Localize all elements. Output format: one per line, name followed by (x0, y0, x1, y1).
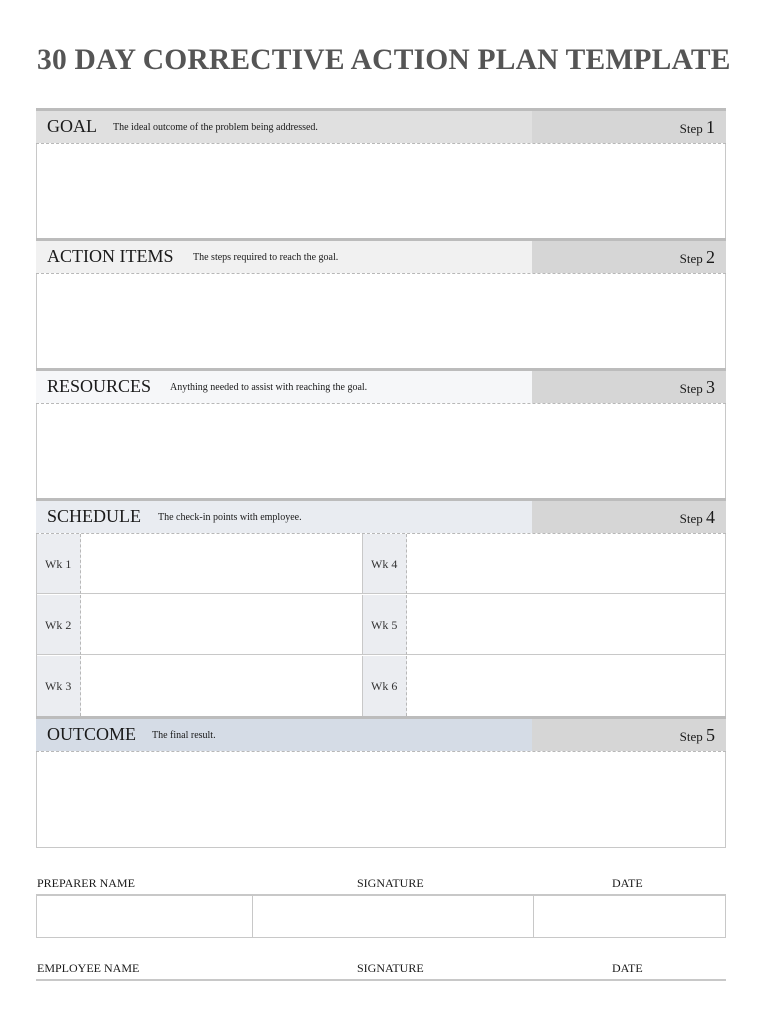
goal-description: The ideal outcome of the problem being addressed. (113, 122, 318, 133)
goal-step-label: Step 1 (679, 117, 715, 137)
outcome-title: OUTCOME (47, 724, 136, 744)
week-4-field[interactable] (407, 534, 725, 594)
outcome-step-box (532, 719, 726, 751)
outcome-description: The final result. (152, 730, 216, 741)
action-items-step-label: Step 2 (679, 247, 715, 267)
goal-text-area[interactable] (36, 144, 726, 238)
goal-title: GOAL (47, 116, 97, 136)
employee-signature-field[interactable] (251, 981, 532, 1009)
preparer-signature-field[interactable] (252, 896, 534, 937)
action-items-step-box (532, 241, 726, 273)
employee-signature-row (36, 979, 726, 1009)
schedule-step-label: Step 4 (679, 507, 715, 527)
goal-section (36, 108, 726, 240)
week-1-field[interactable] (81, 534, 363, 594)
page-title: 30 DAY CORRECTIVE ACTION PLAN TEMPLATE (37, 44, 731, 76)
employee-date-label: DATE (612, 961, 643, 975)
action-items-title: ACTION ITEMS (47, 246, 174, 266)
resources-step-box (532, 371, 726, 403)
action-items-header (36, 238, 726, 274)
preparer-name-field[interactable] (37, 896, 253, 937)
week-4-label: Wk 4 (363, 534, 407, 594)
preparer-date-label: DATE (612, 876, 643, 890)
action-items-description: The steps required to reach the goal. (193, 252, 339, 263)
goal-step-box (532, 111, 726, 143)
schedule-header (36, 498, 726, 534)
week-1-label: Wk 1 (37, 534, 81, 594)
outcome-text-area[interactable] (36, 752, 726, 848)
week-2-field[interactable] (81, 595, 363, 655)
preparer-date-field[interactable] (533, 896, 725, 937)
schedule-title: SCHEDULE (47, 506, 141, 526)
resources-step-label: Step 3 (679, 377, 715, 397)
preparer-name-label: PREPARER NAME (37, 876, 135, 890)
resources-section (36, 368, 726, 500)
action-items-section (36, 238, 726, 370)
week-3-label: Wk 3 (37, 656, 81, 716)
schedule-description: The check-in points with employee. (158, 512, 302, 523)
employee-date-field[interactable] (532, 981, 726, 1009)
action-items-text-area[interactable] (36, 274, 726, 368)
schedule-step-box (532, 501, 726, 533)
week-3-field[interactable] (81, 656, 363, 716)
resources-header (36, 368, 726, 404)
week-5-field[interactable] (407, 595, 725, 655)
resources-description: Anything needed to assist with reaching the goal. (170, 382, 368, 393)
schedule-section (36, 498, 726, 716)
goal-header (36, 108, 726, 144)
week-5-label: Wk 5 (363, 595, 407, 655)
outcome-header (36, 716, 726, 752)
preparer-signature-row (36, 894, 726, 938)
resources-text-area[interactable] (36, 404, 726, 498)
week-6-field[interactable] (407, 656, 725, 716)
employee-name-label: EMPLOYEE NAME (37, 961, 140, 975)
preparer-signature-label: SIGNATURE (357, 876, 424, 890)
outcome-section (36, 716, 726, 848)
resources-title: RESOURCES (47, 376, 152, 396)
employee-name-field[interactable] (36, 981, 251, 1009)
schedule-grid (36, 534, 726, 716)
employee-signature-label: SIGNATURE (357, 961, 424, 975)
week-6-label: Wk 6 (363, 656, 407, 716)
week-2-label: Wk 2 (37, 595, 81, 655)
outcome-step-label: Step 5 (679, 725, 715, 745)
